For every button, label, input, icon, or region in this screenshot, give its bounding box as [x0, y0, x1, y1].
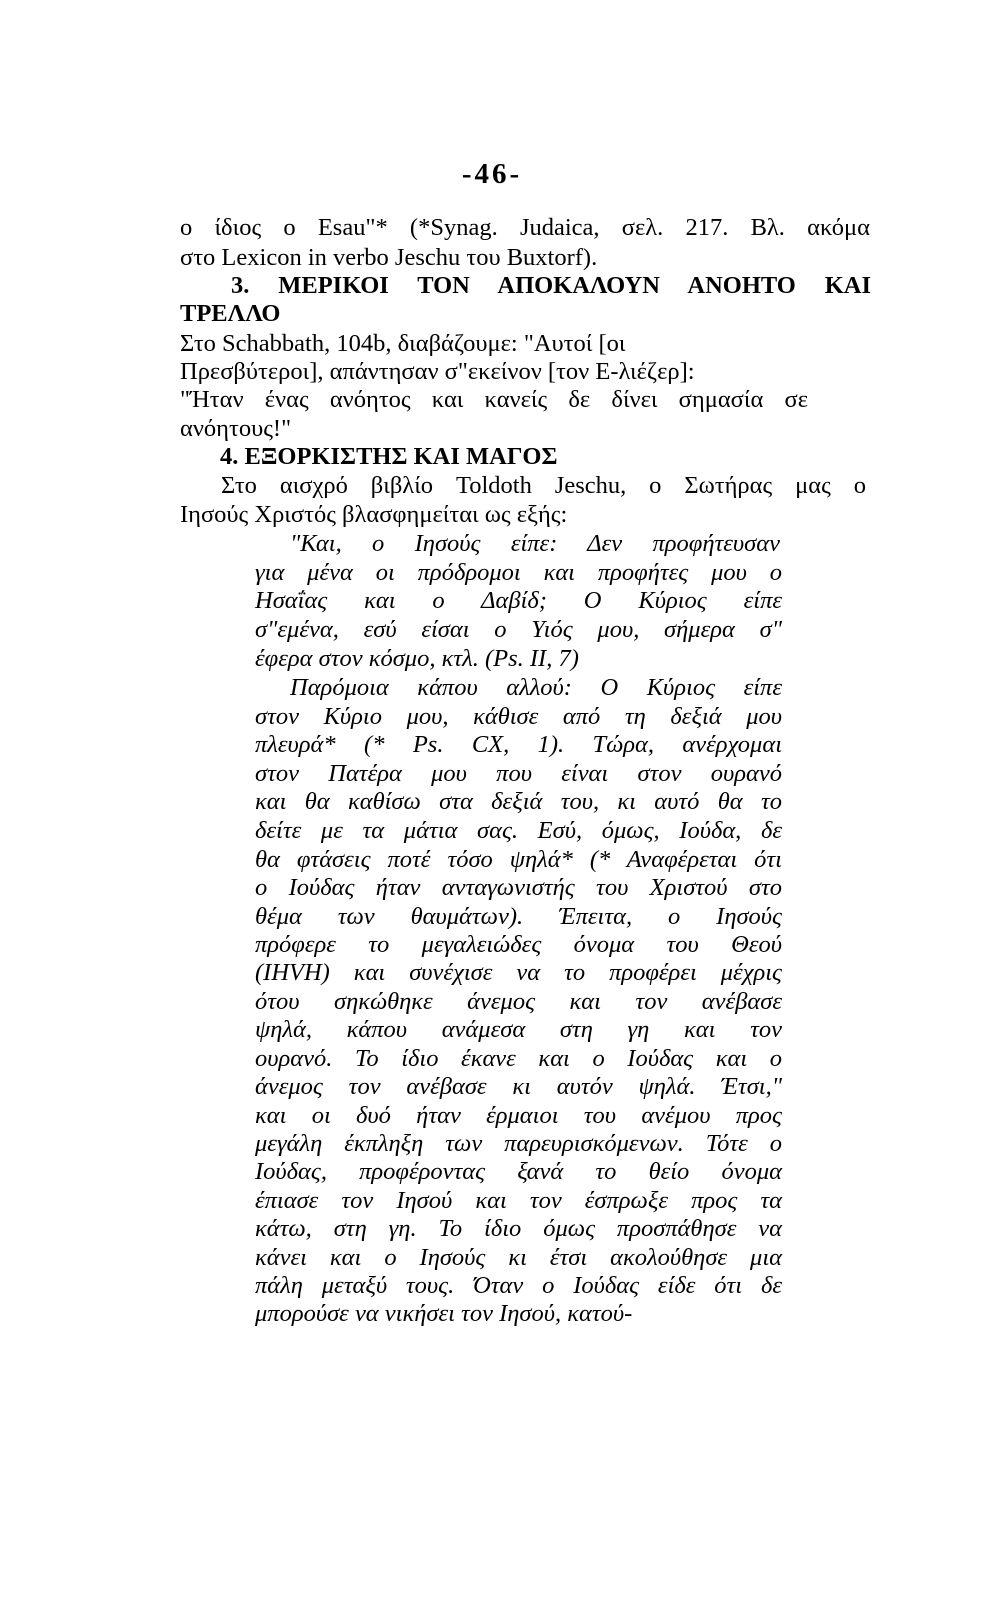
- quotation-line: για μένα οι πρόδρομοι και προφήτες μου ο: [255, 559, 782, 586]
- quotation-line: Ιούδας, προφέροντας ξανά το θείο όνομα: [255, 1158, 782, 1185]
- quotation-line: πάλη μεταξύ τους. Όταν ο Ιούδας είδε ότι δε: [255, 1272, 782, 1299]
- quotation-line: και οι δυό ήταν έρμαιοι του ανέμου προς: [255, 1102, 782, 1129]
- text-line: Στο αισχρό βιβλίο Toldoth Jeschu, ο Σωτήρας μας ο: [221, 472, 866, 499]
- quotation-line: ουρανό. Το ίδιο έκανε και ο Ιούδας και ο: [255, 1045, 782, 1072]
- quotation-line: θα φτάσεις ποτέ τόσο ψηλά* (* Αναφέρεται ότι: [255, 846, 782, 873]
- quotation-line: στον Κύριο μου, κάθισε από τη δεξιά μου: [255, 703, 782, 730]
- quotation-line: ότου σηκώθηκε άνεμος και τον ανέβασε: [255, 988, 782, 1015]
- quotation-line: Ησαΐας και ο Δαβίδ; Ο Κύριος είπε: [255, 587, 782, 614]
- quotation-line: κάνει και ο Ιησούς κι έτσι ακολούθησε μια: [255, 1244, 782, 1271]
- quotation-line: ψηλά, κάπου ανάμεσα στη γη και τον: [255, 1016, 782, 1043]
- quotation-line: έπιασε τον Ιησού και τον έσπρωξε προς τα: [255, 1187, 782, 1214]
- quotation-line: (IHVH) και συνέχισε να το προφέρει μέχρις: [255, 959, 782, 986]
- page-number: -46-: [461, 158, 523, 190]
- quotation-line: άνεμος τον ανέβασε κι αυτόν ψηλά. Έτσι,": [255, 1073, 782, 1100]
- text-line: ο ίδιος ο Esau"* (*Synag. Judaica, σελ. 217. Βλ. ακόμα: [180, 214, 870, 241]
- quotation-line: "Και, ο Ιησούς είπε: Δεν προφήτευσαν: [290, 530, 780, 557]
- quotation-line: ο Ιούδας ήταν ανταγωνιστής του Χριστού στο: [255, 874, 782, 901]
- quotation-line: έφερα στον κόσμο, κτλ. (Ps. II, 7): [255, 645, 579, 672]
- text-line: Στο Schabbath, 104b, διαβάζουμε: "Αυτοί [οι: [180, 330, 626, 357]
- text-line: ανόητους!": [180, 415, 292, 442]
- section-heading-line: ΤΡΕΛΛΟ: [180, 300, 281, 327]
- quotation-line: μεγάλη έκπληξη των παρευρισκόμενων. Τότε ο: [255, 1130, 782, 1157]
- quotation-line: και θα καθίσω στα δεξιά του, κι αυτό θα το: [255, 788, 782, 815]
- text-line: Πρεσβύτεροι], απάντησαν σ"εκείνον [τον Ε-λιέζερ]:: [180, 358, 695, 385]
- quotation-line: σ"εμένα, εσύ είσαι ο Υιός μου, σήμερα σ": [255, 616, 782, 643]
- text-line: στο Lexicon in verbo Jeschu του Buxtorf).: [180, 244, 598, 271]
- quotation-line: κάτω, στη γη. Το ίδιο όμως προσπάθησε να: [255, 1215, 782, 1242]
- quotation-line: μπορούσε να νικήσει τον Ιησού, κατού-: [255, 1300, 633, 1327]
- quotation-line: Παρόμοια κάπου αλλού: Ο Κύριος είπε: [290, 674, 782, 701]
- text-line: "Ήταν ένας ανόητος και κανείς δε δίνει σημασία σε: [180, 386, 808, 413]
- quotation-line: στον Πατέρα μου που είναι στον ουρανό: [255, 760, 782, 787]
- section-heading-line: 3. ΜΕΡΙΚΟΙ ΤΟΝ ΑΠΟΚΑΛΟΥΝ ΑΝΟΗΤΟ ΚΑΙ: [231, 272, 871, 299]
- text-line: Ιησούς Χριστός βλασφημείται ως εξής:: [180, 501, 568, 528]
- quotation-line: πλευρά* (* Ps. CX, 1). Τώρα, ανέρχομαι: [255, 731, 782, 758]
- quotation-line: πρόφερε το μεγαλειώδες όνομα του Θεού: [255, 931, 782, 958]
- quotation-line: δείτε με τα μάτια σας. Εσύ, όμως, Ιούδα, δε: [255, 817, 782, 844]
- quotation-line: θέμα των θαυμάτων). Έπειτα, ο Ιησούς: [255, 903, 782, 930]
- section-heading-line: 4. ΕΞΟΡΚΙΣΤΗΣ ΚΑΙ ΜΑΓΟΣ: [220, 443, 558, 470]
